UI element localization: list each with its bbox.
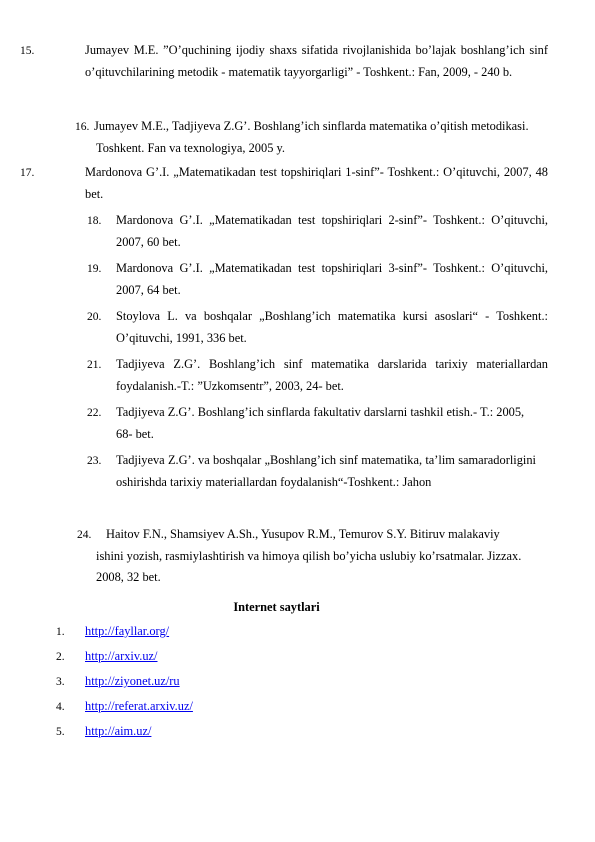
reference-text: Mardonova G’.I. „Matematikadan test topshiriqlari 3-sinf”- Toshkent.: O’qituvchi, 2007, 64 bet. <box>116 261 548 297</box>
reference-number: 16. <box>75 121 90 133</box>
link-number: 1. <box>56 626 65 638</box>
reference-number: 20. <box>87 311 102 323</box>
website-link[interactable]: http://fayllar.org/ <box>85 624 170 638</box>
reference-text: Jumayev M.E., Tadjiyeva Z.G’. Boshlang’ich sinflarda matematika o’qitish metodikasi. Toshkent. Fan va texnologiya, 2005 y. <box>94 119 529 155</box>
reference-number: 22. <box>87 407 102 419</box>
reference-number: 24. <box>77 529 92 541</box>
reference-number: 15. <box>20 45 35 57</box>
internet-sites-heading: Internet saytlari <box>233 600 320 614</box>
website-link[interactable]: http://aim.uz/ <box>85 724 152 738</box>
reference-text: Tadjiyeva Z.G’. va boshqalar „Boshlang’ich sinf matematika, ta’lim samaradorligini oshirishda tarixiy materiallardan foydalanish“-Toshkent.: Jahon <box>116 453 536 489</box>
reference-number: 17. <box>20 167 35 179</box>
link-number: 2. <box>56 651 65 663</box>
reference-text: Haitov F.N., Shamsiyev A.Sh., Yusupov R.M., Temurov S.Y. Bitiruv malakaviy ishini yozish, rasmiylashtirish va himoya qilish bo’yicha uslubiy ko’rsatmalar. Jizzax. 2008, 32 bet. <box>96 527 522 584</box>
link-number: 3. <box>56 676 65 688</box>
reference-text: Mardonova G’.I. „Matematikadan test topshiriqlari 1-sinf”- Toshkent.: O’qituvchi, 2007, 48 bet. <box>85 165 548 201</box>
reference-text: Stoylova L. va boshqalar „Boshlang’ich matematika kursi asoslari“ - Toshkent.: O’qituvchi, 1991, 336 bet. <box>116 309 548 345</box>
reference-number: 19. <box>87 263 102 275</box>
website-link[interactable]: http://ziyonet.uz/ru <box>85 674 180 688</box>
link-number: 5. <box>56 726 65 738</box>
reference-text: Mardonova G’.I. „Matematikadan test topshiriqlari 2-sinf”- Toshkent.: O’qituvchi, 2007, 60 bet. <box>116 213 548 249</box>
website-link[interactable]: http://arxiv.uz/ <box>85 649 158 663</box>
website-link[interactable]: http://referat.arxiv.uz/ <box>85 699 193 713</box>
reference-text: Jumayev M.E. ”O’quchining ijodiy shaxs sifatida rivojlanishida bo’lajak boshlang’ich sinf o’qituvchilarining metodik - matematik tayyorgarligi” - Toshkent.: Fan, 2009, - 240 b. <box>85 43 548 79</box>
reference-number: 21. <box>87 359 102 371</box>
reference-text: Tadjiyeva Z.G’. Boshlang’ich sinf matematika darslarida tarixiy materiallardan foydalanish.-T.: ”Uzkomsentr”, 2003, 24- bet. <box>116 357 548 393</box>
reference-text: Tadjiyeva Z.G’. Boshlang’ich sinflarda fakultativ darslarni tashkil etish.- T.: 2005, 68- bet. <box>116 405 525 441</box>
link-number: 4. <box>56 701 65 713</box>
reference-number: 18. <box>87 215 102 227</box>
reference-number: 23. <box>87 455 102 467</box>
